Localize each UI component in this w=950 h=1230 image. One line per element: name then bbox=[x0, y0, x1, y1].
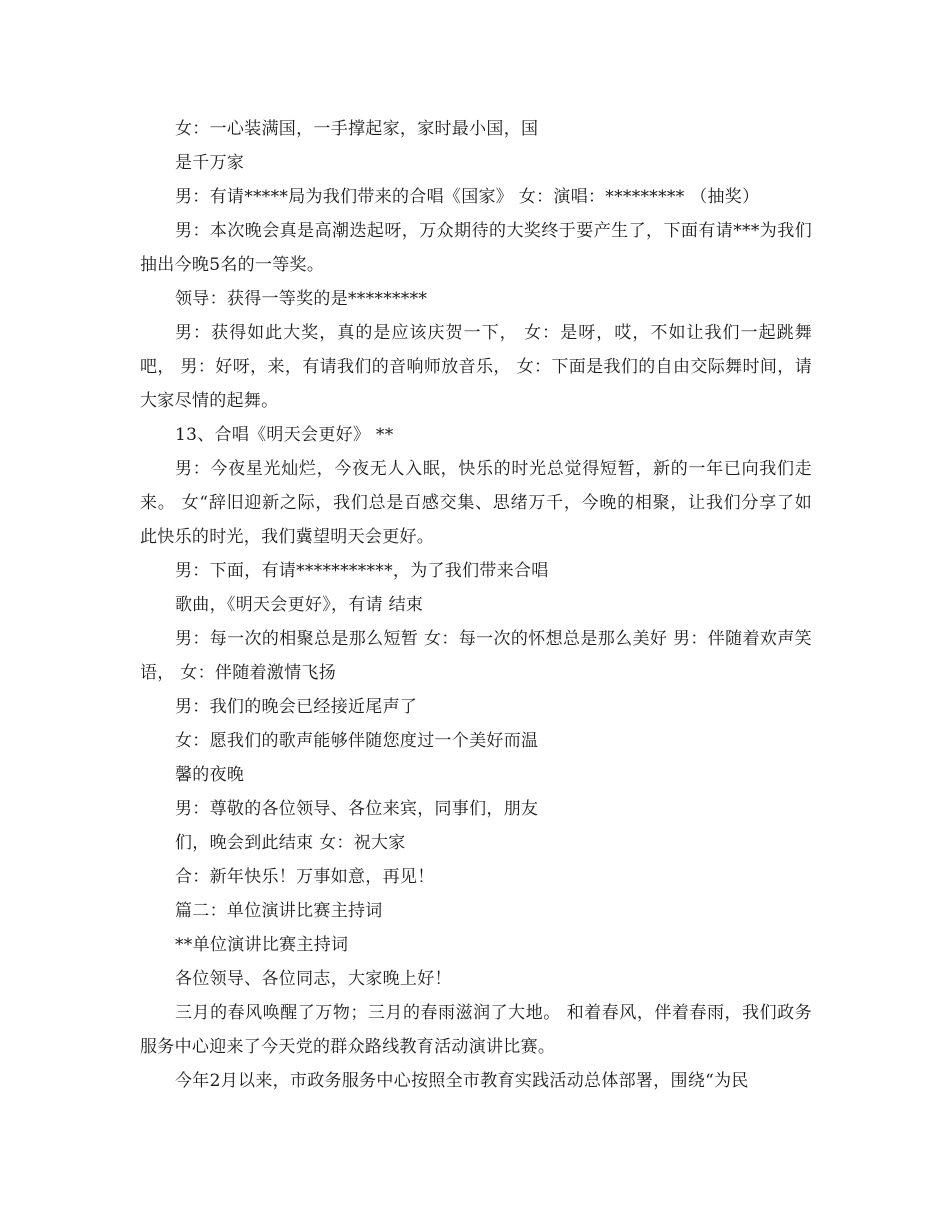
section-subheading: **单位演讲比赛主持词 bbox=[175, 935, 349, 955]
section-heading: 篇二：单位演讲比赛主持词 bbox=[175, 901, 383, 921]
paragraph: 男：下面，有请***********，为了我们带来合唱 bbox=[175, 561, 549, 581]
paragraph: 三月的春风唤醒了万物；三月的春雨滋润了大地。 和着春风，伴着春雨，我们政务服务中心迎来了今天党的群众路线教育活动演讲比赛。 bbox=[140, 1003, 812, 1057]
document-body bbox=[140, 112, 812, 1098]
paragraph: 各位领导、各位同志，大家晚上好！ bbox=[175, 969, 452, 989]
paragraph: 男：获得如此大奖，真的是应该庆贺一下， 女：是呀，哎，不如让我们一起跳舞吧， 男：好呀，来，有请我们的音响师放音乐， 女：下面是我们的自由交际舞时间，请大家尽情的起舞。 bbox=[140, 323, 812, 411]
paragraph: 女：一心装满国，一手撑起家，家时最小国，国 bbox=[175, 119, 539, 139]
paragraph: 女：愿我们的歌声能够伴随您度过一个美好而温 bbox=[175, 731, 539, 751]
paragraph: 男：每一次的相聚总是那么短暂 女：每一次的怀想总是那么美好 男：伴随着欢声笑语， 女：伴随着激情飞扬 bbox=[140, 629, 812, 683]
paragraph: 们，晚会到此结束 女：祝大家 bbox=[175, 833, 406, 853]
paragraph: 合：新年快乐！万事如意，再见！ bbox=[175, 867, 435, 887]
paragraph: 13、合唱《明天会更好》 ** bbox=[175, 425, 394, 445]
paragraph: 歌曲，《明天会更好》，有请 结束 bbox=[175, 595, 424, 615]
paragraph: 男：本次晚会真是高潮迭起呀，万众期待的大奖终于要产生了，下面有请***为我们抽出今晚5名的一等奖。 bbox=[140, 221, 812, 275]
paragraph: 领导：获得一等奖的是********* bbox=[175, 289, 428, 309]
paragraph: 今年2月以来，市政务服务中心按照全市教育实践活动总体部署，围绕“为民 bbox=[175, 1071, 749, 1091]
paragraph: 是千万家 bbox=[175, 153, 245, 173]
paragraph: 男：尊敬的各位领导、各位来宾，同事们，朋友 bbox=[175, 799, 539, 819]
paragraph: 男：今夜星光灿烂，今夜无人入眠，快乐的时光总觉得短暂，新的一年已向我们走来。 女“辞旧迎新之际，我们总是百感交集、思绪万千，今晚的相聚，让我们分享了如此快乐的时光，我们冀望明天会更好。 bbox=[140, 459, 812, 547]
paragraph: 男：我们的晚会已经接近尾声了 bbox=[175, 697, 418, 717]
paragraph: 馨的夜晚 bbox=[175, 765, 245, 785]
paragraph: 男：有请*****局为我们带来的合唱《国家》 女：演唱：********* （抽奖） bbox=[175, 187, 760, 207]
